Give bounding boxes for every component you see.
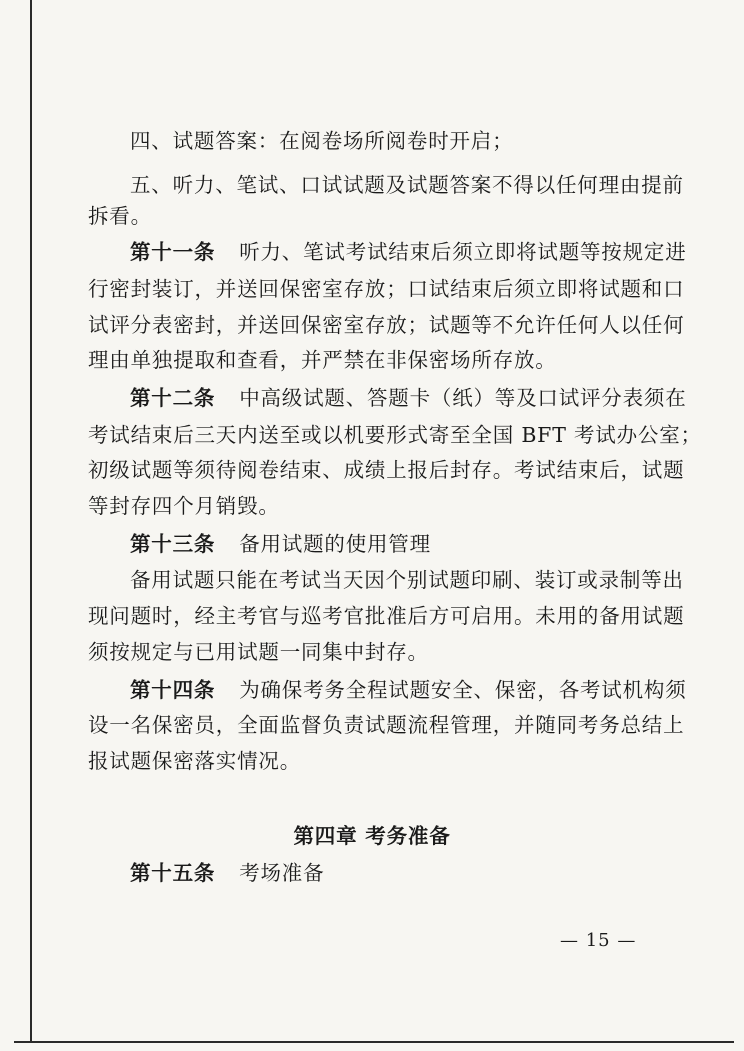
- text-line: 四、试题答案：在阅卷场所阅卷时开启；: [130, 129, 514, 153]
- text-line: 现问题时，经主考官与巡考官批准后方可启用。未用的备用试题: [88, 604, 685, 628]
- article-13: [130, 531, 668, 557]
- article-text: 中高级试题、答题卡（纸）等及口试评分表须在: [239, 386, 687, 410]
- article-title: 第十二条: [130, 386, 216, 410]
- article-12: [130, 385, 687, 411]
- article-14: [130, 677, 687, 703]
- article-15: [130, 860, 668, 886]
- text-line: 五、听力、笔试、口试试题及试题答案不得以任何理由提前: [130, 173, 684, 197]
- text-line: 等封存四个月销毁。: [88, 494, 280, 518]
- article-title: 第十四条: [130, 678, 216, 702]
- article-text: 考场准备: [239, 861, 325, 885]
- text-line: 报试题保密落实情况。: [88, 749, 301, 773]
- chapter-heading: 第四章 考务准备: [293, 824, 451, 848]
- text-line: 考试结束后三天内送至或以机要形式寄至全国 BFT 考试办公室；: [88, 423, 702, 447]
- left-binding-rule: [30, 0, 32, 1042]
- article-title: 第十五条: [130, 861, 216, 885]
- text-line: 设一名保密员，全面监督负责试题流程管理，并随同考务总结上: [88, 713, 685, 737]
- text-line: 行密封装订，并送回保密室存放；口试结束后须立即将试题和口: [88, 277, 685, 301]
- text-line: 理由单独提取和查看，并严禁在非保密场所存放。: [88, 348, 557, 372]
- text-line: 试评分表密封，并送回保密室存放；试题等不允许任何人以任何: [88, 313, 685, 337]
- article-title: 第十三条: [130, 532, 216, 556]
- bottom-rule: [14, 1041, 734, 1043]
- text-line: 备用试题只能在考试当天因个别试题印刷、装订或录制等出: [130, 568, 684, 592]
- article-11: [130, 239, 687, 265]
- article-text: 为确保考务全程试题安全、保密，各考试机构须: [239, 678, 687, 702]
- article-text: 备用试题的使用管理: [239, 532, 431, 556]
- text-line: 初级试题等须待阅卷结束、成绩上报后封存。考试结束后，试题: [88, 458, 685, 482]
- page-number: — 15 —: [560, 930, 637, 951]
- text-line: 拆看。: [88, 204, 152, 228]
- article-text: 听力、笔试考试结束后须立即将试题等按规定进: [239, 240, 687, 264]
- article-title: 第十一条: [130, 240, 216, 264]
- text-line: 须按规定与已用试题一同集中封存。: [88, 640, 429, 664]
